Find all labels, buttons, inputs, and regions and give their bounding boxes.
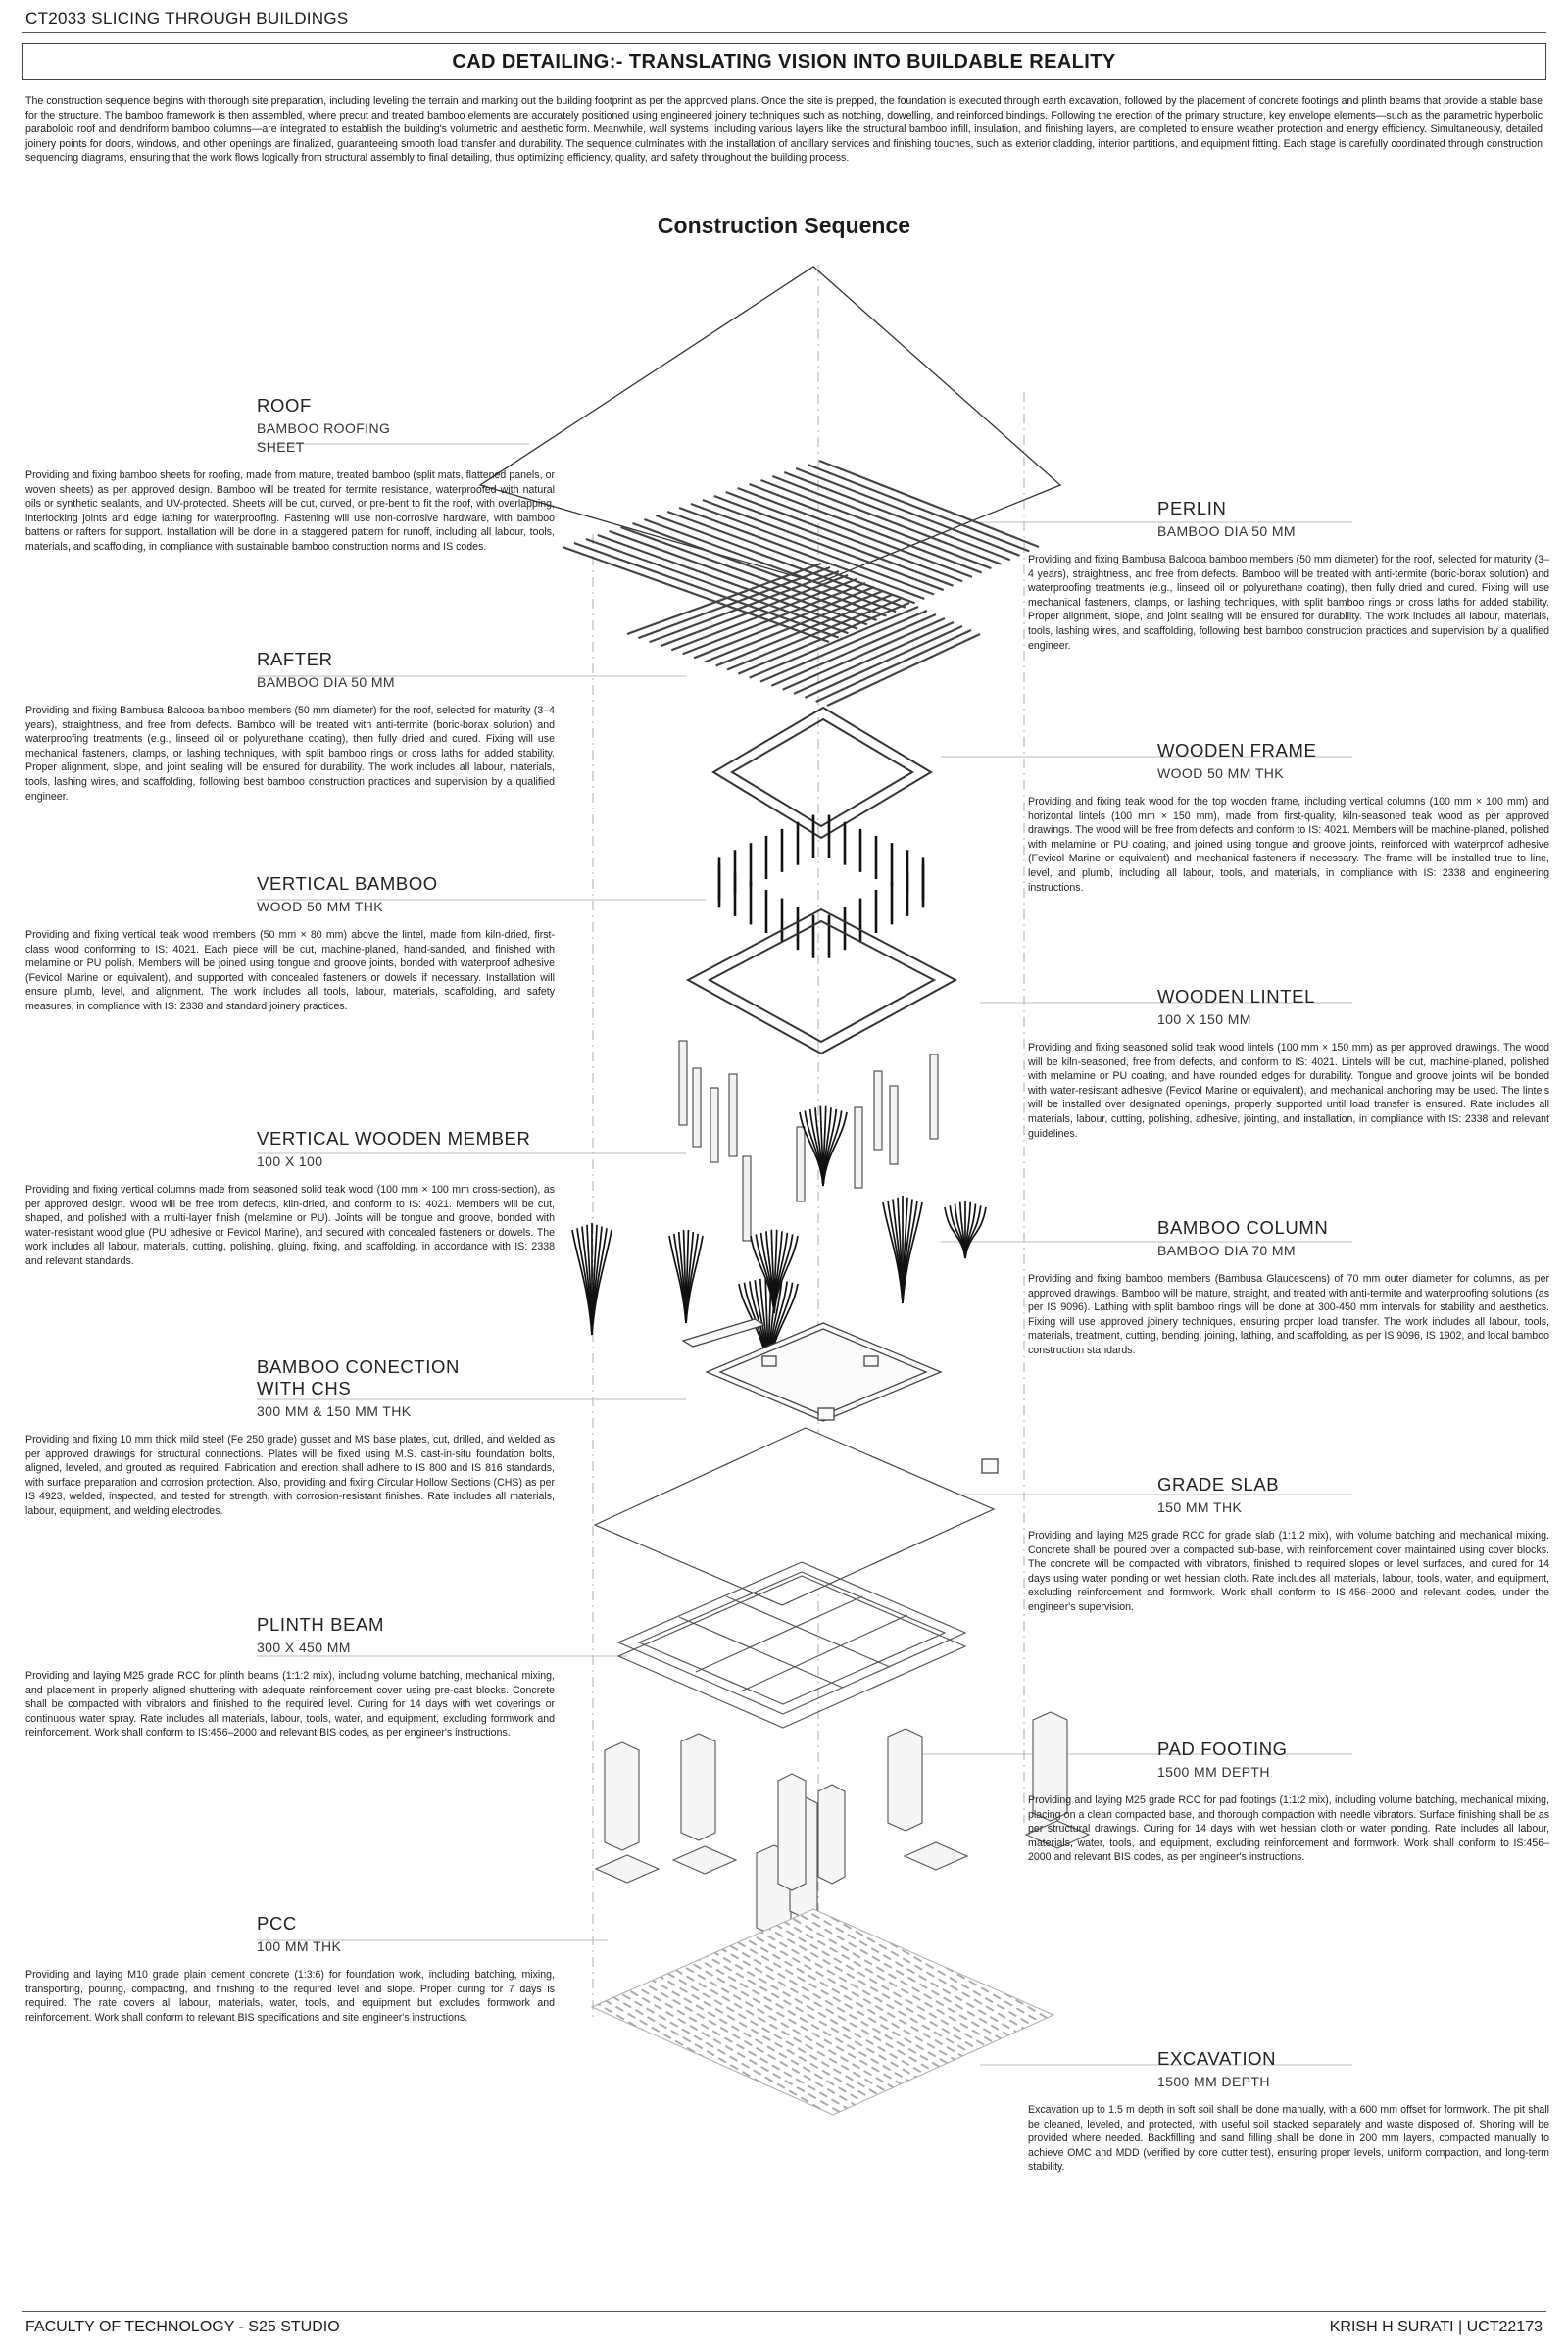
rafter-member [650, 571, 839, 642]
roof-spec: BAMBOO ROOFING SHEET [257, 420, 391, 455]
wooden-frame-title: WOODEN FRAME [1157, 740, 1317, 760]
wooden-lintel-spec: 100 X 150 MM [1157, 1011, 1251, 1027]
pad-footing-description: Providing and laying M25 grade RCC for pad footings (1:1:2 mix), including volume batching, mechanical mixing, placing on a clean compacted base, and thorough compaction with needle vibrators. Surface finishing shall be as per structural drawings. Curing for 14 days with wet hessian cloth or water ponding. Rate includes all labour, materials, water, tools, and equipment, excluding reinforcement and formwork. Work shall conform to IS:456–2000 and relevant BIS codes, as per engineer's instructions. [1028, 1794, 1549, 1864]
wooden-frame-section [1028, 740, 1549, 895]
vertical-wooden-member-description: Providing and fixing vertical columns made from seasoned solid teak wood (100 mm × 100 mm cross-section), as per approved design. Wood will be free from defects, kiln-dried, and conform to IS: 4021. Members will be cut, shaped, and polished with a multi-layer finish (melamine or PU). Joints will be tongue and groove, bonded with water-resistant wood glue (PU adhesive or Fevicol Marine), and secured with concealed fasteners or dowels. The work includes all labour, materials, cutting, polishing, gluing, fixing, and scaffolding, in accordance with IS: 2338 and relevant standards. [25, 1184, 555, 1267]
perlin-description: Providing and fixing Bambusa Balcooa bamboo members (50 mm diameter) for the roof, selected for maturity (3–4 years), straightness, and free from defects. Bamboo will be treated with anti-termite (boric-borax solution) and waterproofing treatments (e.g., linseed oil or polyurethane coating), then fully dried and cured. Fixing will use mechanical fasteners, clamps, or lashing techniques, with split bamboo rings or cross laths for added stability. Proper alignment, slope, and joint sealing will be ensured for durability. The work includes all labour, materials, tools, lashing wires, and scaffolding, following best bamboo construction practices and supervision by a qualified engineer. [1028, 554, 1549, 652]
purlin-member [819, 461, 1039, 547]
bamboo-columns [572, 1106, 986, 1374]
vertical-bamboo-section [25, 873, 555, 1014]
wooden-lintel-description: Providing and fixing seasoned solid teak wood lintels (100 mm × 150 mm) as per approved drawings. The wood will be kiln-seasoned, free from defects, and conform to IS: 4021. Lintels will be cut, machine-planed, polished with melamine or PU coating, and have rounded edges for durability. Tongue and groove joints will be bonded with water-resistant adhesive (Fevicol Marine or equivalent), and mechanical anchoring may be used. The lintels will be installed over designated openings, properly supported until load transfer is ensured. Rate includes all materials, labour, cutting, polishing, adhesive, jointing, and installation, in compliance with IS: 2338 and relevant guidelines. [1028, 1042, 1549, 1140]
footer-divider [22, 2311, 1546, 2312]
bamboo-column-spec: BAMBOO DIA 70 MM [1157, 1243, 1296, 1258]
pcc-spec: 100 MM THK [257, 1938, 342, 1954]
pcc-section [25, 1913, 555, 2025]
grade-slab-section [1028, 1474, 1549, 1615]
rafter-spec: BAMBOO DIA 50 MM [257, 674, 395, 690]
bamboo-column-title: BAMBOO COLUMN [1157, 1217, 1329, 1238]
pcc-description: Providing and laying M10 grade plain cement concrete (1:3:6) for foundation work, including batching, mixing, transporting, pouring, compacting, and finishing to the required level and slope. Proper curing for 7 days is required. The rate covers all labour, materials, water, tools, and equipment but excludes formwork and reinforcement. Work shall conform to relevant BIS specifications and site engineer's instructions. [25, 1969, 555, 2024]
excavation-description: Excavation up to 1.5 m depth in soft soil shall be done manually, with a 600 mm offset for formwork. The pit shall be cleaned, leveled, and protected, with useful soil stacked separately and waste disposed of. Shoring will be provided where needed. Backfilling and sand filling shall be done in 200 mm layers, compacted manually to achieve OMC and MDD (verified by core cutter test), ensuring proper levels, uniform compaction, and long-term stability. [1028, 2104, 1549, 2174]
roof-title: ROOF [257, 395, 312, 416]
plinth-beam-spec: 300 X 450 MM [257, 1640, 351, 1655]
grade-slab-spec: 150 MM THK [1157, 1499, 1243, 1515]
page-title: CAD DETAILING:- TRANSLATING VISION INTO BUILDABLE REALITY [452, 50, 1116, 73]
course-title: CT2033 SLICING THROUGH BUILDINGS [25, 9, 349, 27]
bamboo-connection-description: Providing and fixing 10 mm thick mild steel (Fe 250 grade) gusset and MS base plates, cut, drilled, and welded as per approved drawings for structural connections. Plates will be fixed using M.S. cast-in-situ foundation bolts, aligned, leveled, and grouted as required. Fabrication and erection shall adhere to IS 800 and IS 816 standards, with surface preparation and corrosion protection. Also, providing and fixing Circular Hollow Sections (CHS) as per IS 4923, welded, inspected, and tested for strength, with corrosion-resistant finishes. Rate includes all materials, labour, equipment, and welding electrodes. [25, 1434, 555, 1517]
rafter-description: Providing and fixing Bambusa Balcooa bamboo members (50 mm diameter) for the roof, selected for maturity (3–4 years), straightness, and free from defects. Bamboo will be treated with anti-termite (boric-borax solution) and waterproofing treatments (e.g., linseed oil or polyurethane coating), then fully dried and cured. Fixing will use mechanical fasteners, clamps, or lashing techniques, with split bamboo rings or cross laths for added stability. Proper alignment, slope, and joint sealing will be ensured for durability. The work includes all labour, materials, tools, lashing wires, and scaffolding, following best bamboo construction practices and supervision by a qualified engineer. [25, 705, 555, 803]
wooden-lintel [688, 909, 956, 1054]
wooden-frame-description: Providing and fixing teak wood for the top wooden frame, including vertical columns (100 mm × 100 mm) and horizontal lintels (100 mm × 150 mm), made from first-quality, kiln-seasoned teak wood as per approved drawings. The wood will be free from defects and conform to IS: 4021. Members will be machine-planed, polished with melamine or PU coating, and joined using tongue and groove joints, reinforced with waterproof adhesive (Fevicol Marine or equivalent) and mechanical fasteners if necessary. The frame will be installed true to line, level, and plumb, including all labour, tools, and materials, in compliance with IS: 2338 and engineering instructions. [1028, 796, 1549, 894]
bamboo-culm [592, 1230, 612, 1335]
vertical-bamboo-title: VERTICAL BAMBOO [257, 873, 438, 894]
rafter-title: RAFTER [257, 649, 333, 669]
vertical-bamboo-description: Providing and fixing vertical teak wood members (50 mm × 80 mm) above the lintel, made from kiln-dried, first-class wood conforming to IS: 4021. Each piece will be cut, machine-planed, hand-sanded, and finished with melamine or PU polish. Members will be joined using tongue and groove joints, bonded with waterproof adhesive (Fevicol Marine or equivalent), and supported with concealed fasteners or dowels if necessary. Installation will ensure plumb, level, and alignment. The work includes all tools, labour, materials, scaffolding, and safety measures, in compliance with IS: 2338 and standard joinery practices. [25, 929, 555, 1012]
bamboo-connection-spec: 300 MM & 150 MM THK [257, 1403, 412, 1419]
plinth-beam-description: Providing and laying M25 grade RCC for plinth beams (1:1:2 mix), including volume batching, mechanical mixing, and placement in properly aligned shuttering with adequate reinforcement cover using pre-cast blocks. Concrete shall be compacted with vibrators and finished to the required level. Curing for 14 days with wet coverings or continuous water spray. Rate includes all materials, labour, tools, water, and equipment, excluding formwork and reinforcement. Work shall conform to IS:456–2000 and relevant BIS codes, as per engineer's instructions. [25, 1670, 555, 1740]
bamboo-column-description: Providing and fixing bamboo members (Bambusa Glaucescens) of 70 mm outer diameter for columns, as per approved drawings. Bamboo will be mature, straight, and treated with anti-termite and waterproofing solutions (as per IS 9096). Lathing with split bamboo rings will be done at 300-450 mm intervals for stability and aesthetics. Fixing will use approved joinery techniques, ensuring proper load transfer. The work includes all labour, tools, materials, treatment, cutting, bending, joining, lathing, and scaffolding, as per IS 9096, IS 1902, and local bamboo construction standards. [1028, 1273, 1549, 1356]
wooden-frame [713, 708, 931, 838]
footer-author: KRISH H SURATI | UCT22173 [1329, 2319, 1543, 2335]
bamboo-culm [883, 1202, 903, 1303]
purlin-set [563, 461, 1039, 642]
vertical-bamboo-spec: WOOD 50 MM THK [257, 899, 384, 914]
wooden-frame-spec: WOOD 50 MM THK [1157, 765, 1285, 781]
excavation-pit [592, 1909, 1054, 2115]
rafter-section [25, 649, 555, 804]
vertical-wooden-member-section [25, 1128, 555, 1269]
bamboo-culm [572, 1230, 592, 1335]
grade-slab-title: GRADE SLAB [1157, 1474, 1280, 1494]
vertical-wooden-member-spec: 100 X 100 [257, 1153, 323, 1169]
sequence-title: Construction Sequence [657, 213, 911, 238]
bamboo-connection-section [25, 1356, 555, 1519]
perlin-spec: BAMBOO DIA 50 MM [1157, 523, 1296, 539]
excavation-section [1028, 2048, 1549, 2175]
perlin-section [1028, 498, 1549, 653]
footer-studio: FACULTY OF TECHNOLOGY - S25 STUDIO [25, 2319, 340, 2335]
roof-section [25, 395, 555, 555]
excavation-title: EXCAVATION [1157, 2048, 1277, 2069]
perlin-title: PERLIN [1157, 498, 1227, 518]
purlin-member [772, 476, 1001, 564]
wooden-lintel-title: WOODEN LINTEL [1157, 986, 1315, 1006]
purlin-member [760, 480, 991, 568]
bamboo-culm [903, 1202, 922, 1303]
excavation-spec: 1500 MM DEPTH [1157, 2074, 1270, 2089]
vertical-bamboo-set [719, 815, 923, 958]
wooden-lintel-section [1028, 986, 1549, 1141]
grade-slab-description: Providing and laying M25 grade RCC for grade slab (1:1:2 mix), with volume batching and mechanical mixing. Concrete shall be poured over a compacted sub-base, with reinforcement cover maintained using cover blocks. The concrete will be compacted with vibrators, finished to required slopes or level surfaces, and cured for 14 days using water ponding or wet hessian cloth. Rate includes all materials, labour, tools, water, and equipment, excluding reinforcement and formwork. Work shall conform to IS:456–2000 and relevant codes, under the engineer's supervision. [1028, 1530, 1549, 1613]
plinth-beam-section [25, 1614, 555, 1740]
bamboo-column-section [1028, 1217, 1549, 1358]
bamboo-connection-title: BAMBOO CONECTION WITH CHS [257, 1356, 460, 1398]
roof-description: Providing and fixing bamboo sheets for roofing, made from mature, treated bamboo (split mats, flattened panels, or woven sheets) as per approved design. Bamboo will be treated for termite resistance, waterproofed with natural oils or synthetic sealants, and UV-protected. Sheets will be cut, curved, or pre-bent to fit the roof, with overlapping, interlocking joints and edge lathing for waterproofing. Fastening will use non-corrosive hardware, with bamboo battens or rafters for support. Installation will be done in a staggered pattern for runoff, including all labour, tools, materials, and scaffolding, in compliance with sustainable bamboo construction norms and IS codes. [25, 469, 555, 553]
pcc-title: PCC [257, 1913, 297, 1934]
purlin-member [808, 465, 1029, 551]
pad-footing-section [1028, 1739, 1549, 1865]
roof-sheet-outline [480, 267, 1060, 583]
purlin-member [750, 484, 982, 572]
purlin-member [796, 468, 1019, 556]
pad-footing-title: PAD FOOTING [1157, 1739, 1288, 1759]
pad-footing-spec: 1500 MM DEPTH [1157, 1764, 1270, 1780]
rafter-member [638, 567, 830, 638]
rafter-member [627, 564, 821, 634]
plinth-beam-title: PLINTH BEAM [257, 1614, 384, 1635]
vertical-wooden-member-title: VERTICAL WOODEN MEMBER [257, 1128, 531, 1149]
intro-paragraph: The construction sequence begins with thorough site preparation, including leveling the terrain and marking out the building footprint as per the approved plans. Once the site is prepped, the foundation is executed through earth excavation, followed by the placement of concrete footings and plinth beams that provide a stable base for the structure. The bamboo framework is then assembled, where precut and treated bamboo elements are accurately positioned using engineered joinery techniques such as notching, dowelling, and reinforced bindings. Following the erection of the primary structure, key envelope elements—such as the parametric hyperbolic paraboloid roof and dendriform bamboo columns—are integrated to establish the building's volumetric and aesthetic form. Meanwhile, wall systems, including various layers like the structural bamboo infill, insulation, and finishing layers, are completed to ensure weather protection and energy efficiency. Simultaneously, detailed joinery points for doors, windows, and other openings are finalized, guaranteeing smooth load transfer and durability. The sequence culminates with the installation of ancillary services and finishing touches, such as exterior cladding, interior partitions, and equipment fitting. Each stage is carefully coordinated through construction sequencing diagrams, ensuring that the work flows logically from structural assembly to final detailing, thus optimizing efficiency, quality, and safety throughout the building process. [25, 95, 1543, 165]
